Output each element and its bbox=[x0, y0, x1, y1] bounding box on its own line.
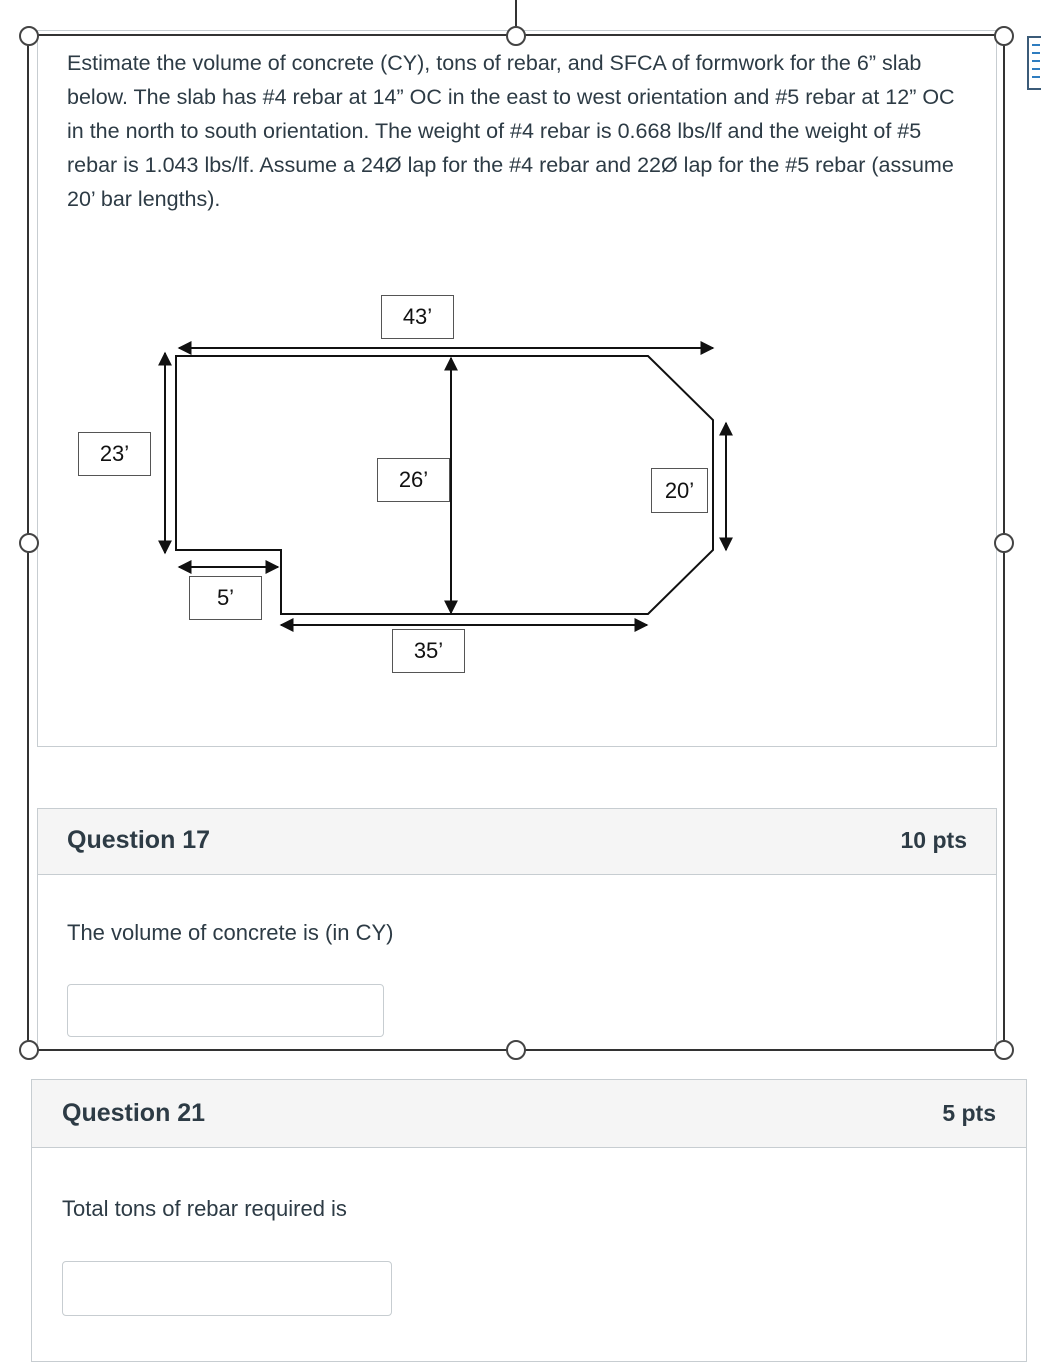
question-21-points: 5 pts bbox=[942, 1100, 996, 1126]
rotate-stem bbox=[515, 0, 517, 28]
dim-label-right: 20’ bbox=[651, 468, 708, 513]
question-16-prompt: Estimate the volume of concrete (CY), tons of rebar, and SFCA of formwork for the 6” slab below. The slab has #4 rebar at 14” OC in the east to west orientation and #5 rebar at 12” OC in the north to south orientation. The weight of #4 rebar is 0.668 lbs/lf and the weight of #5 rebar is 1.043 lbs/lf. Assume a 24Ø lap for the #4 rebar and 22Ø lap for the #5 rebar (assume 20’ bar lengths). bbox=[67, 51, 955, 211]
resize-handle-top-left[interactable] bbox=[19, 26, 39, 46]
resize-handle-bottom-left[interactable] bbox=[19, 1040, 39, 1060]
dim-label-top: 43’ bbox=[381, 295, 454, 339]
question-21-title: Question 21 bbox=[62, 1099, 206, 1127]
question-21-panel bbox=[31, 1079, 1027, 1362]
question-17-header bbox=[38, 809, 996, 875]
list-icon[interactable] bbox=[1027, 36, 1041, 90]
question-17-answer-input[interactable] bbox=[67, 984, 384, 1037]
question-17-text: The volume of concrete is (in CY) bbox=[67, 920, 394, 945]
dim-label-left: 23’ bbox=[78, 432, 151, 476]
question-21-text: Total tons of rebar required is bbox=[62, 1196, 347, 1221]
resize-handle-top-center[interactable] bbox=[506, 26, 526, 46]
resize-handle-bottom-center[interactable] bbox=[506, 1040, 526, 1060]
dim-label-bottom: 35’ bbox=[392, 629, 465, 673]
question-21-header bbox=[32, 1080, 1026, 1148]
question-17-panel bbox=[37, 808, 997, 1050]
dim-label-middle: 26’ bbox=[377, 458, 450, 502]
resize-handle-top-right[interactable] bbox=[994, 26, 1014, 46]
dim-label-notch: 5’ bbox=[189, 576, 262, 620]
question-17-points: 10 pts bbox=[900, 827, 967, 853]
question-17-title: Question 17 bbox=[67, 826, 211, 854]
question-21-answer-input[interactable] bbox=[62, 1261, 392, 1316]
resize-handle-bottom-right[interactable] bbox=[994, 1040, 1014, 1060]
resize-handle-middle-right[interactable] bbox=[994, 533, 1014, 553]
resize-handle-middle-left[interactable] bbox=[19, 533, 39, 553]
